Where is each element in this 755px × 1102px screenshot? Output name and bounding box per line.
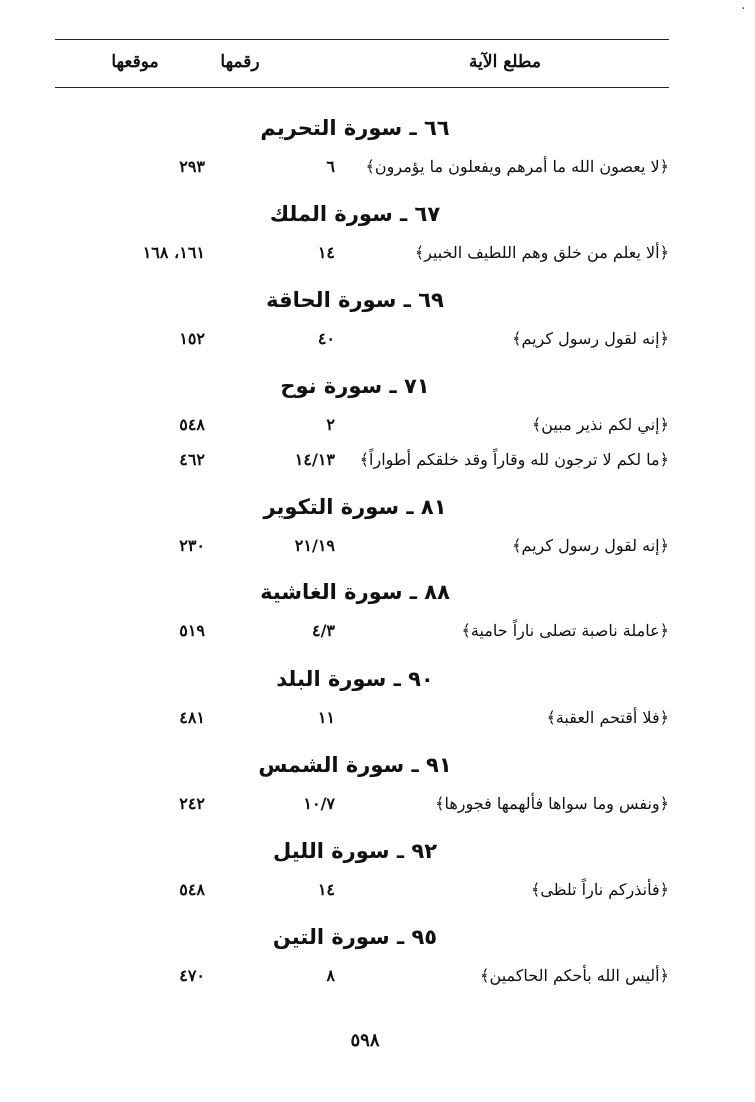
table-row	[55, 621, 669, 647]
sura-title: ٦٦ ـ سورة التحريم	[260, 116, 450, 140]
verse-number: ٤٠	[317, 329, 335, 348]
page-location: ٤٨١	[179, 708, 205, 727]
verse-text: ﴿فلا أقتحم العقبة﴾	[546, 708, 669, 727]
verse-number: ٢	[326, 415, 335, 434]
verse-text: ﴿إنه لقول رسول كريم﴾	[512, 329, 669, 348]
sura-title: ٩١ ـ سورة الشمس	[258, 753, 452, 777]
number-column-header: رقمها	[220, 52, 260, 72]
page-location: ٥٤٨	[179, 880, 205, 899]
page-location: ٥٤٨	[179, 415, 205, 434]
sura-title: ٧١ ـ سورة نوح	[280, 374, 430, 398]
page-location: ٢٩٣	[179, 157, 205, 176]
verse-text: ﴿عاملة ناصبة تصلى ناراً حامية﴾	[461, 621, 669, 640]
verse-number: ٨	[326, 966, 335, 985]
verse-text: ﴿ونفس وما سواها فألهمها فجورها﴾	[435, 794, 669, 813]
page-location: ٤٧٠	[179, 966, 205, 985]
verse-text: ﴿أليس الله بأحكم الحاكمين﴾	[480, 966, 669, 985]
verse-number: ١٠/٧	[303, 794, 335, 813]
sura-title: ٨١ ـ سورة التكوير	[263, 495, 447, 519]
page-location: ٢٤٢	[179, 794, 205, 813]
table-row	[55, 157, 669, 183]
page-location: ٤٦٢	[179, 450, 205, 469]
verse-number: ١٤/١٣	[294, 450, 335, 469]
sura-title: ٦٩ ـ سورة الحاقة	[266, 288, 444, 312]
verse-number: ١٤	[317, 880, 335, 899]
sura-title: ٩٢ ـ سورة الليل	[272, 839, 438, 863]
verse-text: ﴿فأنذركم ناراً تلظى﴾	[531, 880, 669, 899]
verse-text: ﴿ما لكم لا ترجون لله وقاراً وقد خلقكم أطواراً﴾	[359, 450, 669, 469]
table-row	[55, 450, 669, 476]
header-bottom-rule	[55, 87, 669, 88]
verse-number: ٤/٣	[311, 621, 335, 640]
page-location: ١٦١، ١٦٨	[142, 243, 205, 262]
page-location: ١٥٢	[179, 329, 205, 348]
table-row	[55, 880, 669, 906]
table-row	[55, 794, 669, 820]
verse-text: ﴿لا يعصون الله ما أمرهم ويفعلون ما يؤمرون﴾	[365, 157, 669, 176]
verse-text: ﴿ألا يعلم من خلق وهم اللطيف الخبير﴾	[414, 243, 669, 262]
verse-number: ٢١/١٩	[294, 536, 335, 555]
sura-title: ٩٥ ـ سورة التين	[272, 925, 438, 949]
sura-title: ٦٧ ـ سورة الملك	[269, 202, 441, 226]
table-row	[55, 536, 669, 562]
verse-number: ١١	[317, 708, 335, 727]
table-row	[55, 329, 669, 355]
page-location: ٥١٩	[179, 621, 205, 640]
location-column-header: موقعها	[111, 52, 159, 72]
header-top-rule	[55, 39, 669, 40]
sura-title: ٨٨ ـ سورة الغاشية	[260, 580, 450, 604]
verse-number: ٦	[326, 157, 335, 176]
verse-number: ١٤	[317, 243, 335, 262]
table-row	[55, 415, 669, 441]
table-row	[55, 966, 669, 992]
page-number: ٥٩٨	[350, 1030, 380, 1051]
page-location: ٢٣٠	[179, 536, 205, 555]
verse-text: ﴿إني لكم نذير مبين﴾	[531, 415, 669, 434]
table-row	[55, 708, 669, 734]
verse-text: ﴿إنه لقول رسول كريم﴾	[512, 536, 669, 555]
verse-column-header: مطلع الآية	[469, 52, 541, 72]
table-row	[55, 243, 669, 269]
corner-mark: ٠	[739, 0, 747, 16]
sura-title: ٩٠ ـ سورة البلد	[276, 667, 434, 691]
